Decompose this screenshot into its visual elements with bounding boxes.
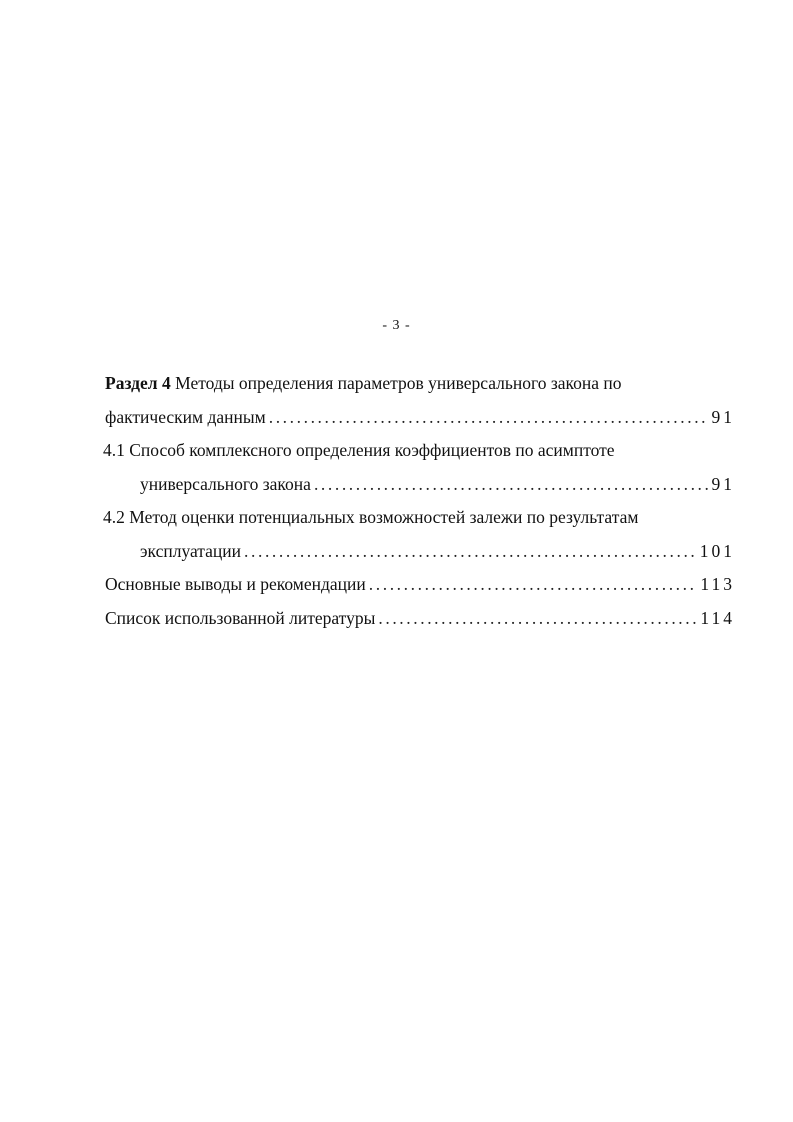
page-ref: 91 xyxy=(711,406,735,427)
page-ref: 91 xyxy=(711,473,735,494)
toc-entry-4-1-line-1 xyxy=(103,434,735,468)
page-number: - 3 - xyxy=(382,318,411,333)
toc-entry-conclusions xyxy=(105,568,735,602)
page-ref: 113 xyxy=(700,574,735,594)
section-title-continued: фактическим данным xyxy=(105,406,266,427)
entry-title-continued: эксплуатации xyxy=(140,540,242,561)
toc-section-4-line-1 xyxy=(105,367,735,401)
toc-entry-references xyxy=(105,602,735,636)
leader-dots xyxy=(314,468,709,502)
leader-dots xyxy=(369,568,698,602)
entry-title-continued: универсального закона xyxy=(140,473,311,494)
section-label: Раздел 4 xyxy=(105,373,171,393)
entry-title: Список использованной литературы xyxy=(105,607,376,628)
entry-title: Основные выводы и рекомендации xyxy=(105,574,366,594)
toc-entry-4-2-line-1 xyxy=(103,501,735,535)
entry-title: 4.2 Метод оценки потенциальных возможностей залежи по результатам xyxy=(103,507,639,527)
leader-dots xyxy=(269,401,709,435)
page-ref: 114 xyxy=(700,607,735,628)
leader-dots xyxy=(378,602,697,636)
toc-entry-4-1-line-2 xyxy=(105,468,735,502)
toc-section-4-line-2 xyxy=(105,401,735,435)
table-of-contents xyxy=(105,367,735,635)
entry-title: 4.1 Способ комплексного определения коэффициентов по асимптоте xyxy=(103,440,615,460)
page-ref: 101 xyxy=(699,540,735,561)
section-title: Методы определения параметров универсального закона по xyxy=(170,373,622,393)
toc-entry-4-2-line-2 xyxy=(105,535,735,569)
leader-dots xyxy=(244,535,697,569)
